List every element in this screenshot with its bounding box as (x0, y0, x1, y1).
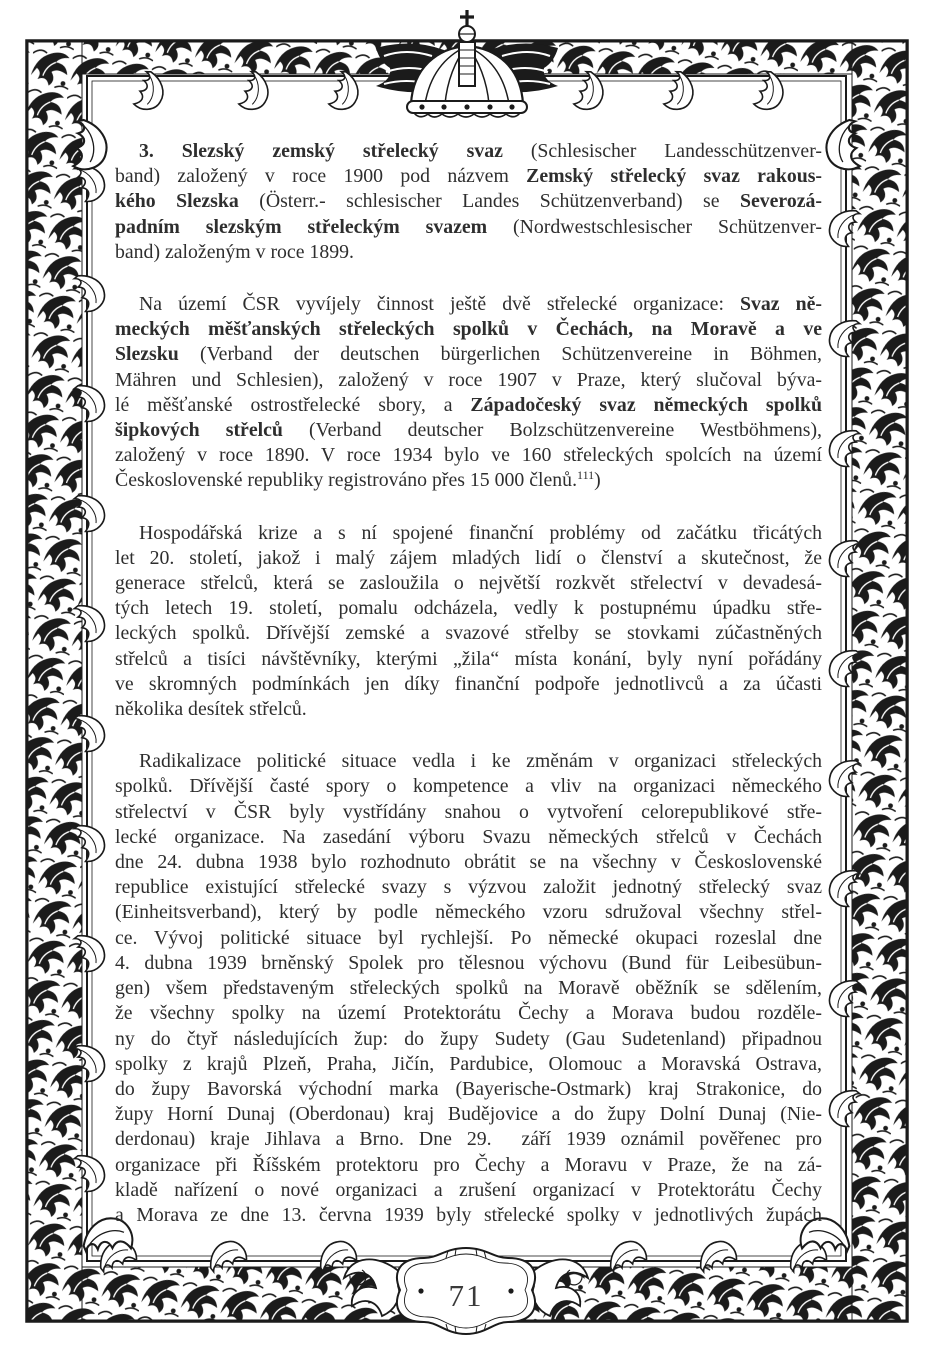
text-segment: (Einheitsverband), který by podle německého vzoru sdružoval všechny střel- (115, 901, 822, 924)
text-line (115, 749, 822, 774)
text-segment: let 20. století, jakož i malý zájem mladých lidí o členství a skutečnost, že (115, 546, 822, 569)
text-line (115, 139, 822, 164)
text-line (115, 393, 822, 418)
text-line (115, 292, 822, 317)
text-segment: spolků. Dřívější časté spory o kompetence a vliv na organizaci německého (115, 775, 822, 798)
text-segment: spolky z krajů Plzeň, Praha, Jičín, Pardubice, Olomouc a Moravská Ostrava, (115, 1052, 822, 1075)
paragraph (115, 521, 822, 723)
text-segment: a Morava ze dne 13. června 1939 byly střelecké spolky v jednotlivých župách (115, 1203, 822, 1226)
text-line (115, 1077, 822, 1102)
text-segment: leckých spolků. Dřívější zemské a svazové střelby se stovkami zúčastněných (115, 622, 822, 645)
paragraph (115, 292, 822, 494)
text-line (115, 900, 822, 925)
text-segment: Na území ČSR vyvíjely činnost ještě dvě střelecké organizace: (139, 293, 741, 316)
crown-ornament (372, 6, 562, 121)
text-segment: Hospodářská krize a s ní spojené finanční problémy od začátku třicátých (139, 521, 822, 544)
text-line (115, 774, 822, 799)
text-block (115, 139, 822, 1228)
text-line (115, 368, 822, 393)
text-segment: střelectví v ČSR byly vystřídány snahou o vytvoření celorepublikové stře- (115, 800, 822, 823)
text-segment: ve skromných podmínkách jen díky finanční podpoře jednotlivců a za účasti (115, 672, 822, 695)
text-segment: band) založený v roce 1900 pod názvem (115, 165, 527, 188)
footnote-marker: 111 (577, 468, 595, 483)
text-segment: band) založeným v roce 1899. (115, 240, 354, 263)
text-segment: (Österr.- schlesischer Landes Schützenverband) se (238, 190, 740, 213)
text-segment: že všechny spolky na území Protektorátu Čechy a Morava budou rozděle- (115, 1002, 822, 1025)
text-segment: gen) všem představeným střeleckých spolků na Moravě oběžník se sdělením, (115, 977, 822, 1000)
text-segment: Mähren und Schlesien), založený v roce 1907 v Praze, který slučoval býva- (115, 368, 822, 391)
text-line (115, 571, 822, 596)
text-line (115, 1001, 822, 1026)
text-line (115, 1027, 822, 1052)
text-segment: derdonau) kraje Jihlava a Brno. Dne 29. září 1939 oznámil pověřenec pro (115, 1128, 822, 1151)
text-segment: padním slezským střeleckým svazem (115, 215, 488, 238)
text-line (115, 1052, 822, 1077)
text-segment: několika desítek střelců. (115, 698, 307, 721)
text-segment: Severozá- (739, 190, 822, 213)
text-segment: Slezsku (115, 343, 179, 366)
text-segment: meckých měšťanských střeleckých spolků v Čechách, na Moravě a ve (115, 318, 822, 341)
text-line (115, 926, 822, 951)
text-segment: 3. Slezský zemský střelecký svaz (139, 140, 503, 162)
text-segment: lé měšťanské ostrostřelecké sbory, a (115, 393, 471, 416)
text-segment: lecké organizace. Na zasedání výboru Svazu německých střelců v Čechách (115, 825, 822, 848)
text-line (115, 697, 822, 722)
text-segment: Radikalizace politické situace vedla i ke změnám v organizaci střeleckých (139, 750, 822, 773)
imperial-crown-icon (372, 6, 562, 121)
text-line (115, 825, 822, 850)
text-segment: republice existující střelecké svazy s výzvou založit jednotný střelecký svaz (115, 876, 822, 899)
paragraph (115, 749, 822, 1228)
text-line (115, 215, 822, 240)
text-segment: založený v roce 1890. V roce 1934 bylo ve 160 střeleckých spolcích na území (115, 444, 822, 467)
text-line (115, 468, 822, 493)
text-line (115, 647, 822, 672)
text-segment: (Nordwestschlesischer Schützenver- (487, 215, 822, 238)
text-line (115, 240, 822, 265)
text-segment: ny do čtyř následujících žup: do župy Sudety (Gau Sudetenland) připadnou (115, 1027, 822, 1050)
text-segment: Československé republiky registrováno přes 15 000 členů. (115, 469, 578, 492)
text-segment: střelců a tisíci návštěvníky, kterými „žila“ místa konání, byly nyní pořádány (115, 647, 822, 670)
text-line (115, 1102, 822, 1127)
paragraph (115, 139, 822, 265)
text-segment: ce. Vývoj politické situace byl rychlejší. Po německé okupaci rozeslal dne (115, 926, 822, 949)
text-segment: organizace při Říšském protektoru pro Čechy a Moravu v Praze, že na zá- (115, 1153, 822, 1176)
text-segment: generace střelců, která se zasloužila o největší rozkvět střelectví v devadesá- (115, 572, 822, 595)
text-segment: 4. dubna 1939 brněnský Spolek pro tělesnou výchovu (Bund für Leibesübun- (115, 951, 822, 974)
text-line (115, 596, 822, 621)
text-line (115, 1127, 822, 1152)
text-line (115, 1203, 822, 1228)
text-segment: tých letech 19. století, pomalu odcházela, vedly k postupnému úpadku stře- (115, 597, 822, 620)
text-line (115, 672, 822, 697)
text-segment: Svaz ně- (740, 293, 822, 316)
text-line (115, 521, 822, 546)
text-line (115, 418, 822, 443)
text-segment: kladě nařízení o nové organizaci a zrušení organizací v Protektorátu Čechy (115, 1178, 822, 1201)
text-segment: župy Horní Dunaj (Oberdonau) kraj Budějovice a do župy Dolní Dunaj (Nie- (115, 1103, 822, 1126)
text-segment: (Verband deutscher Bolzschützenvereine Westböhmens), (282, 419, 822, 442)
text-segment: Zemský střelecký svaz rakous- (526, 165, 822, 188)
text-line (115, 189, 822, 214)
text-line (115, 546, 822, 571)
text-segment: do župy Bavorská východní marka (Bayerische-Ostmark) kraj Strakonice, do (115, 1077, 822, 1100)
text-line (115, 317, 822, 342)
text-segment: (Verband der deutschen bürgerlichen Schützenvereine in Böhmen, (178, 343, 822, 366)
text-line (115, 850, 822, 875)
text-line (115, 875, 822, 900)
text-segment: kého Slezska (115, 190, 239, 213)
text-line (115, 951, 822, 976)
text-segment: Západočeský svaz německých spolků (470, 393, 822, 416)
text-segment: šipkových střelců (115, 419, 283, 442)
text-line (115, 443, 822, 468)
text-segment: (Schlesischer Landesschützenver- (502, 140, 822, 162)
page-number: 71 (448, 1278, 484, 1313)
text-segment: ) (594, 469, 601, 492)
text-line (115, 976, 822, 1001)
text-line (115, 1153, 822, 1178)
text-line (115, 342, 822, 367)
text-line (115, 621, 822, 646)
text-line (115, 164, 822, 189)
text-line (115, 1178, 822, 1203)
text-segment: dne 24. dubna 1938 bylo rozhodnuto obrátit se na všechny v Československé (115, 851, 822, 874)
text-line (115, 800, 822, 825)
